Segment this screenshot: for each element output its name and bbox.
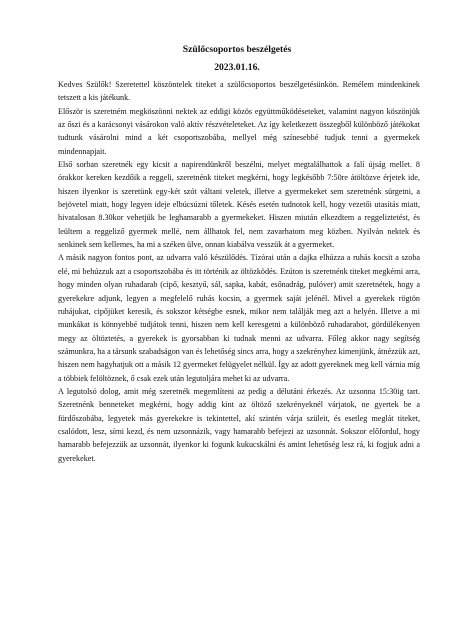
paragraph-schedule: Első sorban szeretnék egy kicsit a napirendünkről beszélni, melyet megtalálhattok a falí újság mellet. 8 órakkor kereken kezdőik a reggeli, szeretnénk titeket megkérni, hogy legkésőbb 7:50re átöltözve érjetek ide, hiszen ilyenkor is szeretünk egy-két szót váltani veletek, illetve a gyermekeket sem szeretnénk sürgetni, a bejövetel miatt, hogy legyen ideje elbúcsúzni tőletek. Késés esetén tudnotok kell, hogy vezetői utasítás miatt, hivatalosan 8.30kor vehetjük be leghamarabb a gyermekeket. Hiszen miután elkezdtem a reggeliztetést, és leültem a reggeliző gyermek mellé, nem állhatok fel, nem zavarhatom meg közben. Nyilván nektek és senkinek sem kellemes, ha mi a széken ülve, onnan kiabálva vesszük át a gyermeket. [58, 160, 420, 250]
paragraph-yard-preparation: A másik nagyon fontos pont, az udvarra való készülődés. Tízórai után a dajka elhúzza a ruhás kocsit a szoba elé, mi behúzzuk azt a csoportszobába és itt történik az öltözködés. Ezúton is szeretnénk titeket megkérni arra, hogy minden olyan ruhadarab (cipő, kesztyű, sál, sapka, kabát, esőnadrág, pulóver) amit szeretnétek, hogy a gyerekekre adjunk, legyen a megfelelő ruhás kocsin, a gyermek saját jelénél. Mivel a gyerekek rögtön ruhájukat, cipőjüket keresik, és sokszor kétségbe esnek, mikor nem találják meg azt a helyén. Illetve a mi munkákat is könnyebbé tudjátok tenni, hiszen nem kell keresgetni a különböző ruhadarabot, gördülékenyen megy az öltöztetés, a gyerekek is gyorsabban ki tudnak menni az udvarra. Főleg akkor nagy segítség számunkra, ha a társunk szabadságon van és lehetőség sincs arra, hogy a szekrényhez kimenjünk, átnézzük azt, hiszen nem hagyhatjuk ott a másik 12 gyermeket felügyelet nélkül. Így az adott gyereknek meg kell várnia míg a többiek felöltöznek, ő csak ezek után legutoljára mehet ki az udvarra. [58, 253, 420, 383]
paragraph-greeting: Kedves Szülők! Szeretettel köszöntelek titeket a szülőcsoportos beszélgetésünkön. Remélem mindenkinek tetszett a kis játékunk. [58, 80, 420, 103]
document-title: Szülőcsoportos beszélgetés [182, 44, 292, 55]
document-body [58, 78, 420, 465]
paragraph-afternoon-arrival: A legutolsó dolog, amit még szeretnék megemlíteni az pedig a délutáni érkezés. Az uzsonna 15:30ig tart. Szeretnénk benneteket megkérni, hogy addig kint az öltöző szekrényeknél várjatok, ne gyertek be a fürdőszobába, legyetek más gyerekekre is tekintettel, akí szintén várja szüleit, és esetleg meglát titeket, csalódott, lesz, sírni kezd, és nem uzsonnázik, vagy hamarabb befejezi az uzsonnát. Sokszor előfordul, hogy hamarabb befejezzük az uzsonnát, ilyenkor ki fogunk kukucskálni és amint lehetőség lesz rá, ki fogjuk adni a gyerekeket. [58, 386, 420, 463]
document-date: 2023.01.16. [214, 62, 260, 73]
paragraph-thanks: Először is szeretném megköszönni nektek az eddigi közös együttműködéseteket, valamint nagyon köszönjük az őszi és a karácsonyi vásárokon való aktív részvételeteket. Az így keletkezett összegből különböző játékokat tudtunk vásárolni mind a két csoportszobába, mellyel még színesebbé tudjuk tenni a gyermekek mindennapjait. [58, 106, 420, 156]
